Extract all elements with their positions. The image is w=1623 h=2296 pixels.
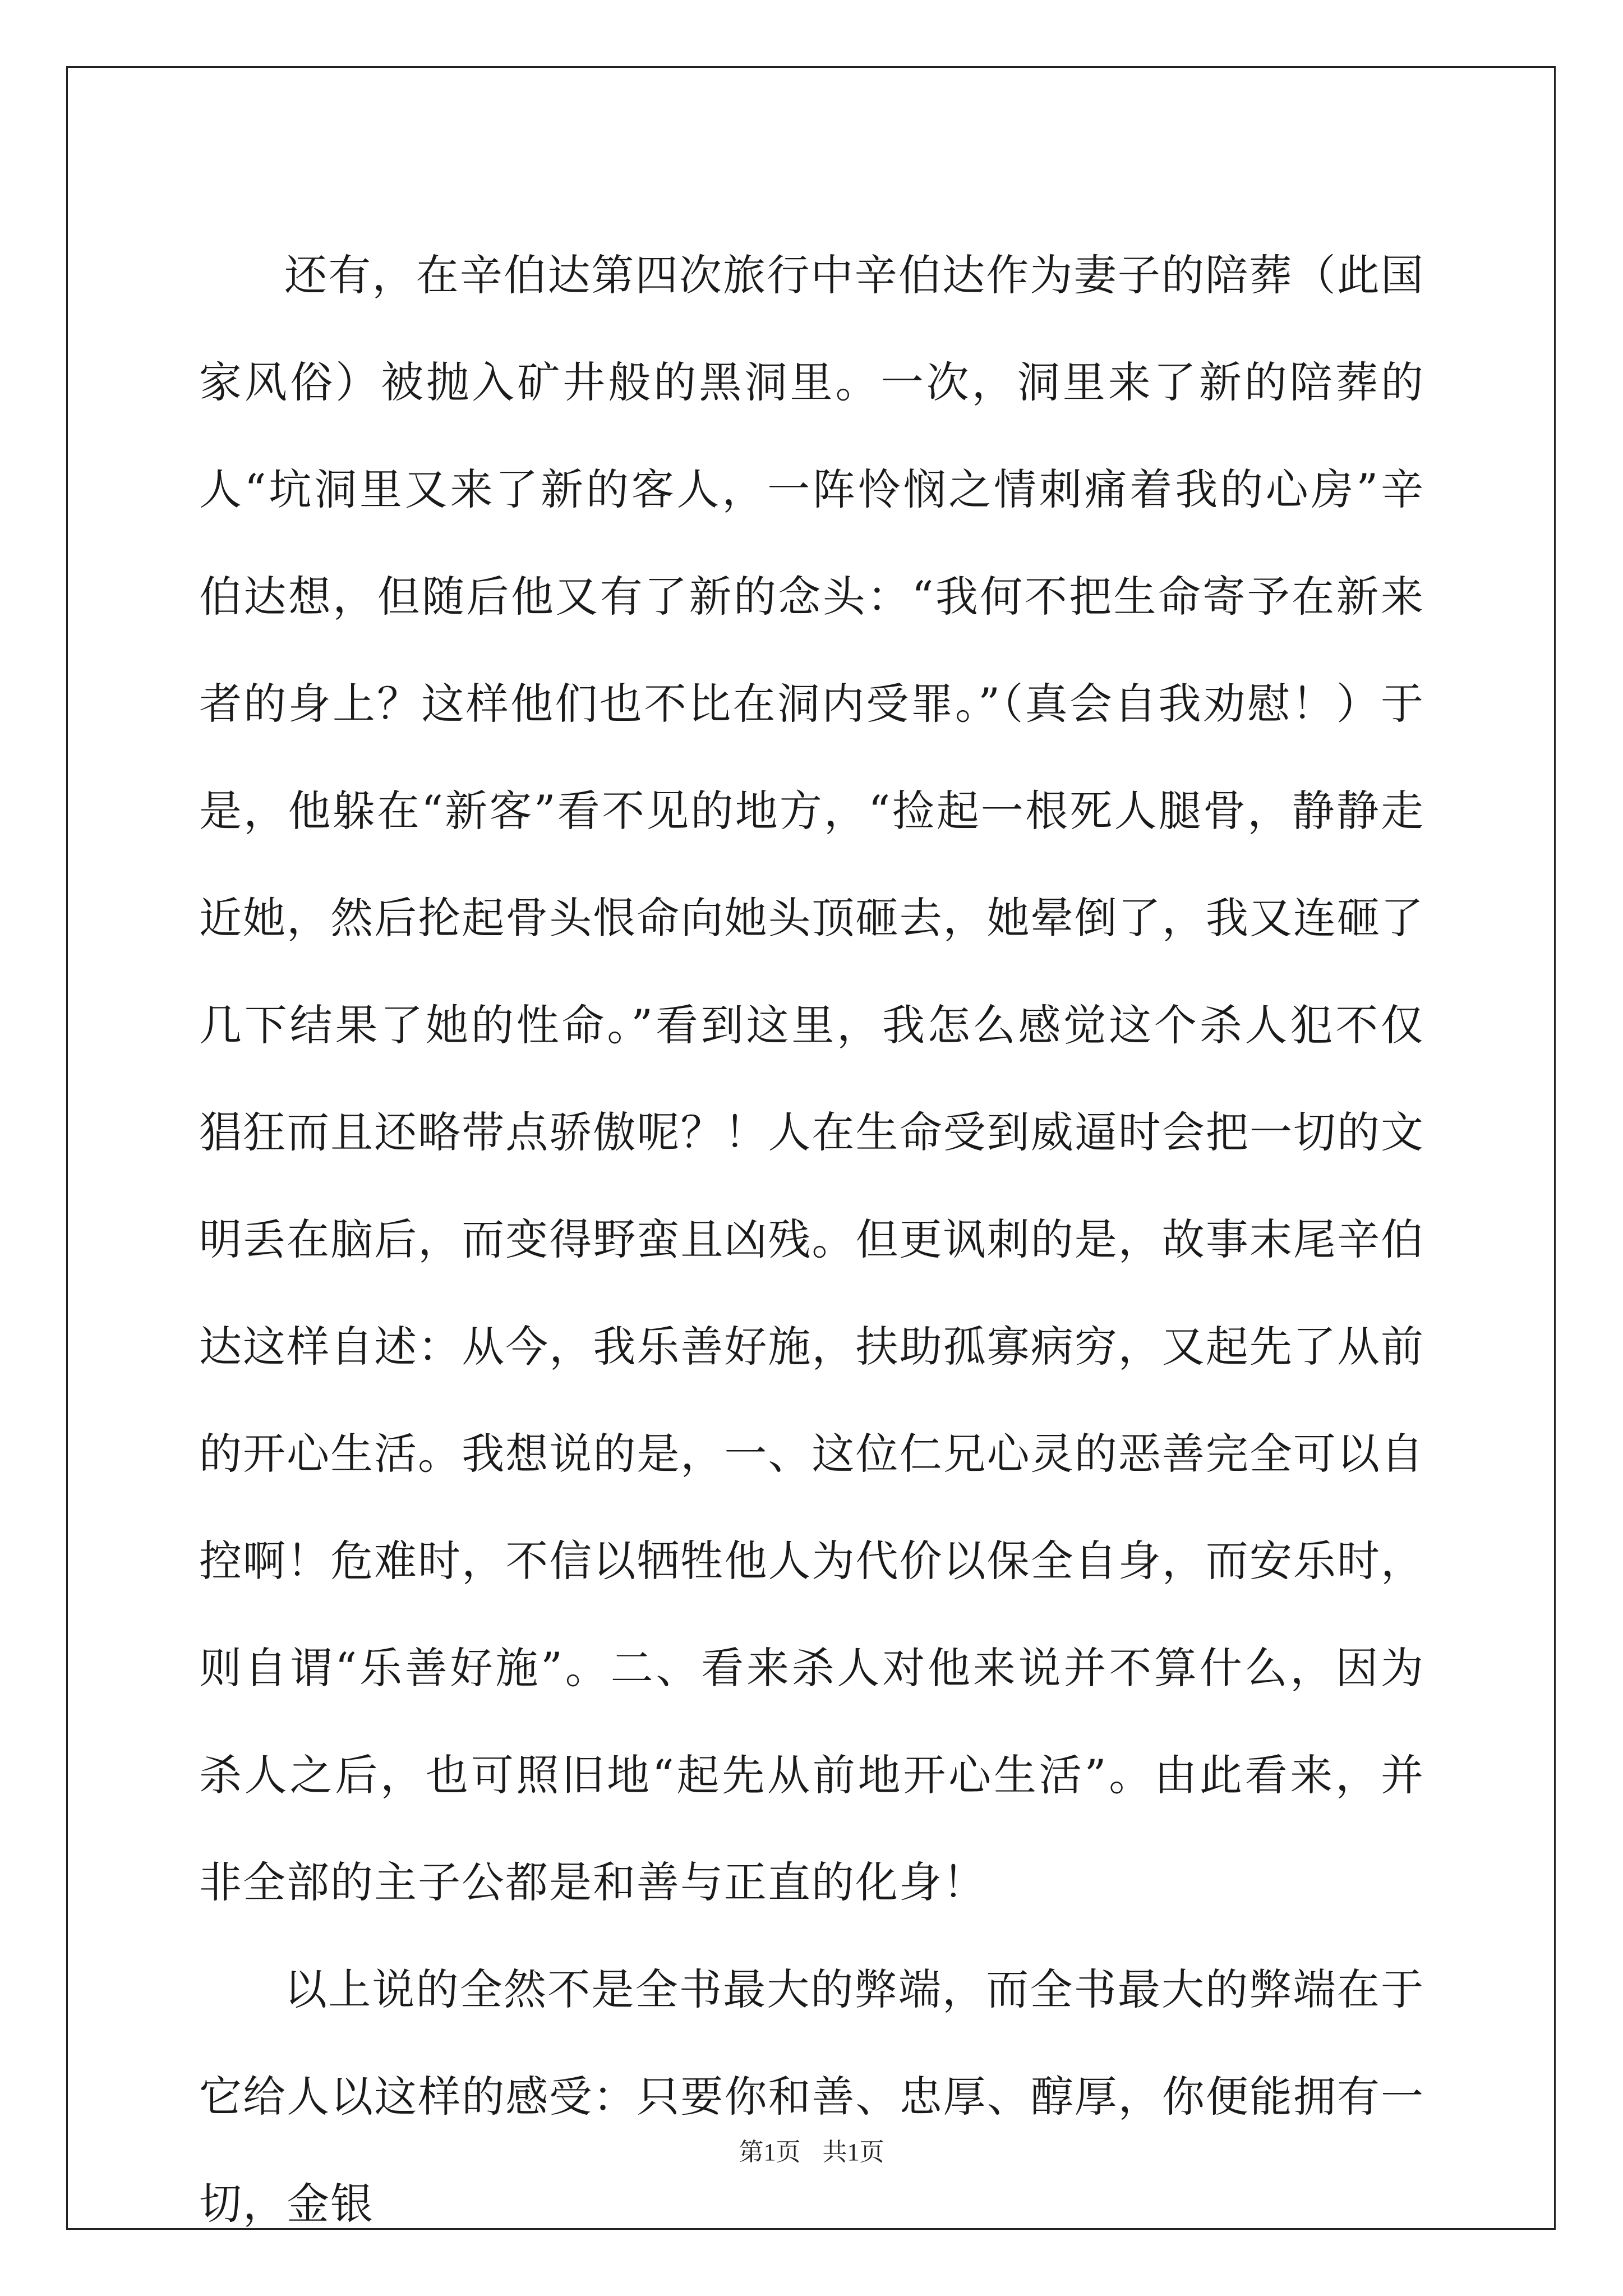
page-footer bbox=[0, 2132, 1623, 2168]
page-total: 共1页 bbox=[822, 2138, 884, 2166]
page-number: 第1页 bbox=[739, 2138, 801, 2166]
paragraph-2: 以上说的全然不是全书最大的弊端，而全书最大的弊端在于它给人以这样的感受：只要你和善、忠厚、醇厚，你便能拥有一切，金银 bbox=[199, 1964, 1424, 2229]
document-body bbox=[199, 222, 1424, 2257]
paragraph-1: 还有，在辛伯达第四次旅行中辛伯达作为妻子的陪葬（此国家风俗）被抛入矿井般的黑洞里。一次，洞里来了新的陪葬的人“坑洞里又来了新的客人，一阵怜悯之情刺痛着我的心房”辛伯达想，但随后他又有了新的念头：“我何不把生命寄予在新来者的身上？这样他们也不比在洞内受罪。”（真会自我劝慰！）于是，他躲在“新客”看不见的地方，“捡起一根死人腿骨，静静走近她，然后抡起骨头恨命向她头顶砸去，她晕倒了，我又连砸了几下结果了她的性命。”看到这里，我怎么感觉这个杀人犯不仅猖狂而且还略带点骄傲呢？！人在生命受到威逼时会把一切的文明丢在脑后，而变得野蛮且凶残。但更讽刺的是，故事末尾辛伯达这样自述：从今，我乐善好施，扶助孤寡病穷，又起先了从前的开心生活。我想说的是，一、这位仁兄心灵的恶善完全可以自控啊！危难时，不信以牺牲他人为代价以保全自身，而安乐时，则自谓“乐善好施”。二、看来杀人对他来说并不算什么，因为杀人之后，也可照旧地“起先从前地开心生活”。由此看来，并非全部的主子公都是和善与正直的化身！ bbox=[199, 250, 1424, 1907]
